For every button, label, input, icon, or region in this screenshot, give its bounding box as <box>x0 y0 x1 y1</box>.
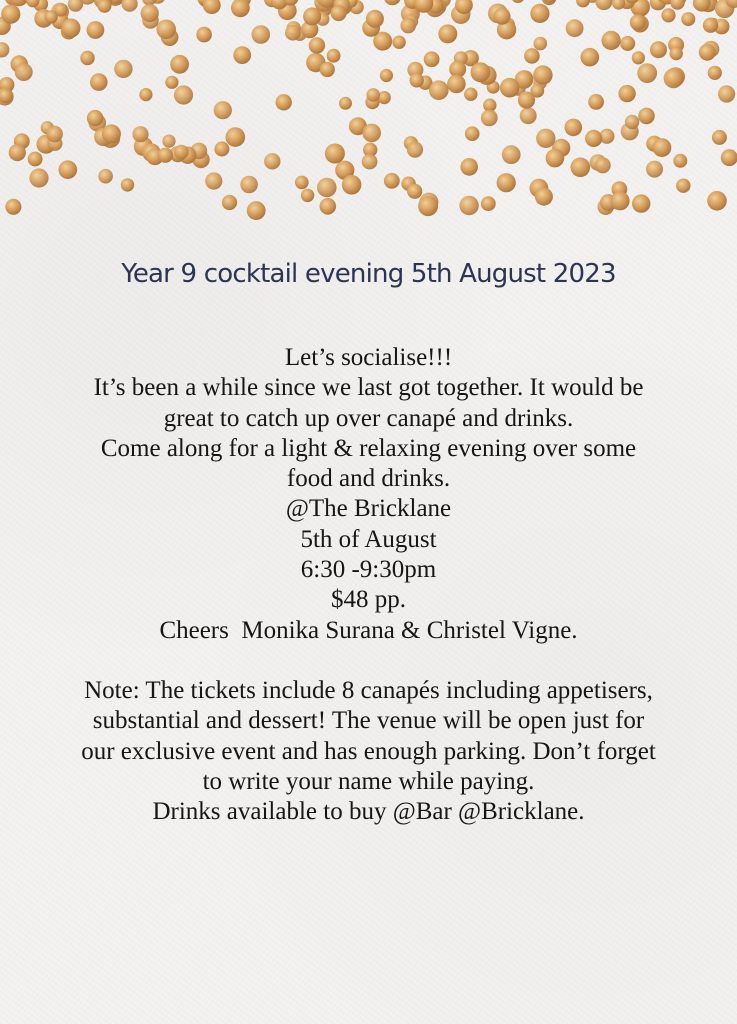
confetti-dot <box>618 85 635 102</box>
confetti-dot <box>102 124 121 143</box>
confetti-dot <box>87 110 103 126</box>
confetti-dot <box>595 157 611 173</box>
confetti-dot <box>620 36 635 51</box>
confetti-dot <box>546 149 565 168</box>
confetti-dot <box>121 178 134 191</box>
confetti-dot <box>114 60 132 78</box>
confetti-dot <box>240 176 258 194</box>
confetti-dot <box>214 101 232 119</box>
confetti-dot <box>29 168 48 187</box>
confetti-dot <box>162 135 175 148</box>
gold-confetti-decoration <box>0 0 737 230</box>
confetti-dot <box>676 179 690 193</box>
confetti-dot <box>87 21 105 39</box>
confetti-dot <box>327 49 341 63</box>
price-text: $48 pp. <box>331 586 406 614</box>
confetti-dot <box>632 51 645 64</box>
confetti-dot <box>497 173 516 192</box>
confetti-dot <box>524 48 540 64</box>
confetti-dot <box>301 189 314 202</box>
confetti-dot <box>707 191 727 211</box>
confetti-dot <box>1 5 20 24</box>
confetti-dot <box>5 199 21 215</box>
confetti-dot <box>68 0 83 12</box>
confetti-dot <box>174 85 193 104</box>
confetti-dot <box>384 173 400 189</box>
signoff-text: Cheers Monika Surana & Christel Vigne. <box>159 616 578 644</box>
confetti-dot <box>156 20 176 40</box>
confetti-dot <box>646 161 663 178</box>
confetti-dot <box>534 37 548 51</box>
confetti-dot <box>447 75 466 94</box>
confetti-dot <box>703 18 718 33</box>
confetti-dot <box>170 55 189 74</box>
confetti-dot <box>460 158 478 176</box>
confetti-dot <box>595 0 612 10</box>
venue-text: @The Bricklane <box>285 495 452 523</box>
confetti-dot <box>222 195 237 210</box>
confetti-dot <box>285 25 301 41</box>
confetti-dot <box>653 138 672 157</box>
confetti-dot <box>536 129 555 148</box>
confetti-dot <box>342 175 362 195</box>
confetti-dot <box>174 145 189 160</box>
confetti-dot <box>400 18 416 34</box>
confetti-dot <box>535 188 553 206</box>
confetti-dot <box>0 42 9 57</box>
confetti-dot <box>718 85 735 102</box>
confetti-dot <box>438 24 457 43</box>
confetti-dot <box>410 73 424 87</box>
confetti-dot <box>581 48 600 67</box>
confetti-dot <box>464 88 477 101</box>
confetti-dot <box>384 0 401 5</box>
confetti-dot <box>303 7 321 25</box>
confetti-dot <box>331 5 347 21</box>
invitation-body <box>80 343 657 827</box>
confetti-dot <box>530 4 549 23</box>
confetti-dot <box>511 0 525 3</box>
confetti-dot <box>566 19 584 37</box>
confetti-dot <box>98 169 113 184</box>
confetti-dot <box>670 47 683 60</box>
confetti-dot <box>214 142 229 157</box>
confetti-dot <box>139 88 152 101</box>
time-text: 6:30 -9:30pm <box>300 556 437 584</box>
confetti-dot <box>15 63 33 81</box>
confetti-dot <box>247 201 266 220</box>
confetti-dot <box>45 10 58 23</box>
confetti-dot <box>158 148 173 163</box>
confetti-dot <box>132 126 148 142</box>
confetti-dot <box>231 0 250 17</box>
event-title: Year 9 cocktail evening 5th August 2023 <box>121 259 616 289</box>
drinks-text: Drinks available to buy @Bar @Bricklane. <box>152 798 585 826</box>
confetti-dot <box>661 8 675 22</box>
confetti-dot <box>673 154 687 168</box>
confetti-dot <box>712 130 727 145</box>
confetti-dot <box>339 97 352 110</box>
intro-text: It’s been a while since we last got together. It would be great to catch up over canapé and drinks. <box>93 374 644 432</box>
confetti-dot <box>708 66 722 80</box>
confetti-dot <box>670 0 684 10</box>
confetti-dot <box>571 158 591 178</box>
confetti-dot <box>276 94 292 110</box>
confetti-dot <box>362 154 378 170</box>
confetti-dot <box>681 12 695 26</box>
confetti-dot <box>502 145 521 164</box>
spacer <box>80 646 657 676</box>
confetti-dot <box>520 107 537 124</box>
confetti-dot <box>407 184 422 199</box>
confetti-dot <box>650 41 667 58</box>
confetti-dot <box>9 144 26 161</box>
confetti-dot <box>632 194 650 212</box>
confetti-dot <box>465 126 480 141</box>
confetti-dot <box>366 88 380 102</box>
confetti-dot <box>59 160 78 179</box>
confetti-dot <box>721 149 737 166</box>
confetti-dot <box>602 31 621 50</box>
confetti-dot <box>418 196 438 216</box>
confetti-dot <box>366 10 384 28</box>
confetti-dot <box>588 94 604 110</box>
confetti-dot <box>638 108 655 125</box>
confetti-dot <box>625 115 639 129</box>
confetti-dot <box>80 51 94 65</box>
confetti-dot <box>309 37 325 53</box>
confetti-dot <box>320 198 337 215</box>
confetti-dot <box>429 80 449 100</box>
confetti-dot <box>380 69 393 82</box>
date-text: 5th of August <box>300 525 437 553</box>
confetti-dot <box>317 178 337 198</box>
invite-text: Come along for a light & relaxing evening over some food and drinks. <box>100 434 637 493</box>
confetti-dot <box>459 196 478 215</box>
confetti-dot <box>576 0 590 7</box>
confetti-dot <box>362 124 381 143</box>
confetti-dot <box>533 65 552 84</box>
confetti-dot <box>46 126 63 143</box>
note-text: Note: The tickets include 8 canapés including appetisers, substantial and dessert! The venue will be open just for our exclusive event and has enough parking. Don’t forget to write your name while paying. <box>81 676 656 795</box>
greeting-text: Let’s socialise!!! <box>284 344 453 371</box>
confetti-dot <box>481 110 498 127</box>
confetti-dot <box>90 73 108 91</box>
confetti-dot <box>392 36 405 49</box>
confetti-dot <box>611 191 630 210</box>
confetti-dot <box>122 0 138 12</box>
confetti-dot <box>481 196 496 211</box>
confetti-dot <box>699 44 716 61</box>
confetti-dot <box>664 68 684 88</box>
confetti-dot <box>205 172 222 189</box>
confetti-dot <box>28 152 43 167</box>
confetti-dot <box>141 4 159 22</box>
confetti-dot <box>226 127 246 147</box>
confetti-dot <box>518 92 535 109</box>
confetti-dot <box>196 27 212 43</box>
confetti-dot <box>500 78 520 98</box>
confetti-dot <box>565 119 583 137</box>
confetti-dot <box>165 76 178 89</box>
confetti-dot <box>295 176 309 190</box>
confetti-dot <box>264 153 280 169</box>
confetti-dot <box>630 14 646 30</box>
confetti-dot <box>637 63 657 83</box>
confetti-dot <box>233 46 251 64</box>
confetti-dot <box>320 62 335 77</box>
confetti-dot <box>203 0 221 14</box>
confetti-dot <box>471 62 491 82</box>
confetti-dot <box>407 142 423 158</box>
confetti-dot <box>424 51 440 67</box>
confetti-dot <box>325 144 345 164</box>
confetti-dot <box>585 130 602 147</box>
confetti-dot <box>251 25 270 44</box>
confetti-dot <box>494 8 511 25</box>
confetti-dot <box>98 0 112 13</box>
confetti-dot <box>61 19 80 38</box>
